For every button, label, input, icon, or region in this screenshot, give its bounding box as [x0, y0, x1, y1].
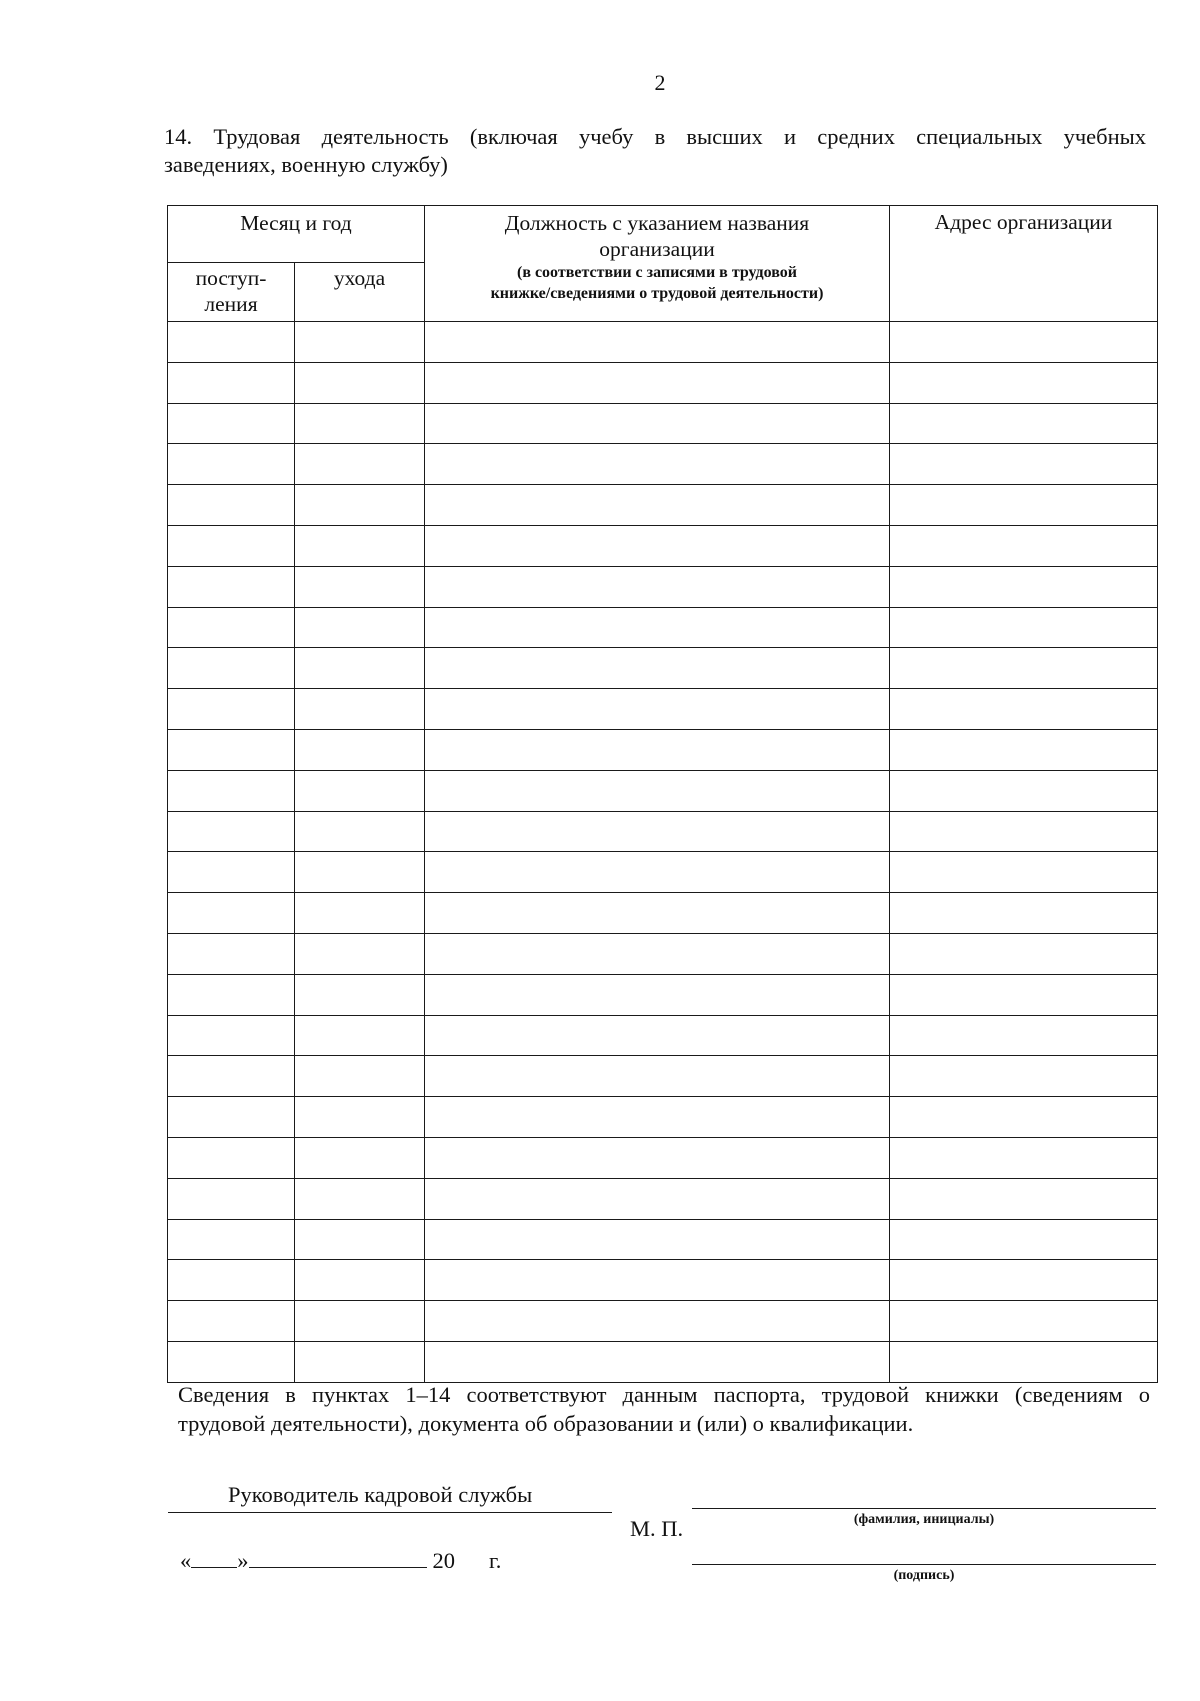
cell-start-date[interactable] [168, 525, 295, 566]
cell-end-date[interactable] [295, 1260, 425, 1301]
table-row [168, 1260, 1158, 1301]
cell-start-date[interactable] [168, 566, 295, 607]
cell-end-date[interactable] [295, 893, 425, 934]
cell-start-date[interactable] [168, 1219, 295, 1260]
cell-start-date[interactable] [168, 1341, 295, 1382]
table-row [168, 322, 1158, 363]
table-row [168, 485, 1158, 526]
table-row [168, 1056, 1158, 1097]
table-row [168, 648, 1158, 689]
cell-address[interactable] [890, 1097, 1158, 1138]
cell-start-date[interactable] [168, 1301, 295, 1342]
cell-start-date[interactable] [168, 1178, 295, 1219]
cell-position[interactable] [425, 566, 890, 607]
cell-position[interactable] [425, 1301, 890, 1342]
table-row [168, 607, 1158, 648]
cell-end-date[interactable] [295, 689, 425, 730]
cell-address[interactable] [890, 444, 1158, 485]
header-address: Адрес организации [890, 206, 1158, 322]
table-row [168, 525, 1158, 566]
cell-start-date[interactable] [168, 362, 295, 403]
cell-end-date[interactable] [295, 729, 425, 770]
cell-start-date[interactable] [168, 893, 295, 934]
cell-address[interactable] [890, 648, 1158, 689]
table-row [168, 1301, 1158, 1342]
signature-line [692, 1564, 1156, 1565]
table-row [168, 1137, 1158, 1178]
cell-end-date[interactable] [295, 1178, 425, 1219]
cell-position[interactable] [425, 933, 890, 974]
cell-end-date[interactable] [295, 648, 425, 689]
cell-end-date[interactable] [295, 566, 425, 607]
cell-start-date[interactable] [168, 485, 295, 526]
cell-address[interactable] [890, 1056, 1158, 1097]
table-row [168, 444, 1158, 485]
cell-position[interactable] [425, 322, 890, 363]
cell-start-date[interactable] [168, 444, 295, 485]
cell-start-date[interactable] [168, 729, 295, 770]
cell-end-date[interactable] [295, 1015, 425, 1056]
cell-start-date[interactable] [168, 648, 295, 689]
cell-end-date[interactable] [295, 1056, 425, 1097]
cell-address[interactable] [890, 893, 1158, 934]
cell-position[interactable] [425, 1219, 890, 1260]
table-row [168, 933, 1158, 974]
cell-end-date[interactable] [295, 322, 425, 363]
table-row [168, 1097, 1158, 1138]
header-position-line2: организации [599, 237, 715, 261]
table-row [168, 566, 1158, 607]
cell-start-date[interactable] [168, 933, 295, 974]
certification-note-line1: Сведения в пунктах 1–14 соответствуют данным паспорта, трудовой книжки (сведениям о [178, 1382, 1150, 1407]
cell-end-date[interactable] [295, 1219, 425, 1260]
page-number: 2 [654, 70, 666, 95]
cell-address[interactable] [890, 403, 1158, 444]
cell-position[interactable] [425, 811, 890, 852]
table-row [168, 729, 1158, 770]
cell-end-date[interactable] [295, 525, 425, 566]
cell-position[interactable] [425, 1137, 890, 1178]
cell-address[interactable] [890, 974, 1158, 1015]
cell-end-date[interactable] [295, 1341, 425, 1382]
cell-end-date[interactable] [295, 1137, 425, 1178]
cell-position[interactable] [425, 648, 890, 689]
cell-address[interactable] [890, 1137, 1158, 1178]
cell-end-date[interactable] [295, 974, 425, 1015]
cell-start-date[interactable] [168, 1260, 295, 1301]
cell-address[interactable] [890, 729, 1158, 770]
cell-address[interactable] [890, 770, 1158, 811]
cell-address[interactable] [890, 852, 1158, 893]
cell-end-date[interactable] [295, 1301, 425, 1342]
hr-head-line [168, 1512, 612, 1513]
cell-position[interactable] [425, 1097, 890, 1138]
cell-address[interactable] [890, 1260, 1158, 1301]
cell-position[interactable] [425, 974, 890, 1015]
cell-start-date[interactable] [168, 1137, 295, 1178]
cell-end-date[interactable] [295, 933, 425, 974]
cell-start-date[interactable] [168, 1015, 295, 1056]
header-end: ухода [295, 263, 425, 322]
header-position [425, 206, 890, 322]
header-month-year: Месяц и год [168, 206, 425, 263]
cell-start-date[interactable] [168, 607, 295, 648]
date-month-blank[interactable] [249, 1549, 427, 1568]
cell-address[interactable] [890, 1341, 1158, 1382]
cell-address[interactable] [890, 1178, 1158, 1219]
date-day-blank[interactable] [191, 1549, 237, 1568]
cell-address[interactable] [890, 566, 1158, 607]
table-row [168, 689, 1158, 730]
section-title [164, 123, 1146, 179]
cell-end-date[interactable] [295, 403, 425, 444]
table-row [168, 893, 1158, 934]
section-title-line2: заведениях, военную службу) [164, 152, 448, 177]
cell-start-date[interactable] [168, 1097, 295, 1138]
cell-position[interactable] [425, 1015, 890, 1056]
cell-address[interactable] [890, 362, 1158, 403]
cell-end-date[interactable] [295, 770, 425, 811]
cell-position[interactable] [425, 1178, 890, 1219]
cell-position[interactable] [425, 689, 890, 730]
name-caption: (фамилия, инициалы) [853, 1512, 995, 1527]
cell-position[interactable] [425, 403, 890, 444]
table-row [168, 1015, 1158, 1056]
table-row [168, 1341, 1158, 1382]
cell-start-date[interactable] [168, 852, 295, 893]
cell-address[interactable] [890, 525, 1158, 566]
cell-address[interactable] [890, 1219, 1158, 1260]
cell-end-date[interactable] [295, 362, 425, 403]
table-row [168, 1219, 1158, 1260]
table-row [168, 1178, 1158, 1219]
cell-start-date[interactable] [168, 811, 295, 852]
cell-position[interactable] [425, 1341, 890, 1382]
cell-end-date[interactable] [295, 852, 425, 893]
name-line [692, 1508, 1156, 1509]
header-start-text: поступ- ления [195, 266, 267, 316]
table-row [168, 974, 1158, 1015]
cell-position[interactable] [425, 362, 890, 403]
certification-note-line2: трудовой деятельности), документа об образовании и (или) о квалификации. [178, 1411, 914, 1436]
cell-start-date[interactable] [168, 974, 295, 1015]
cell-end-date[interactable] [295, 607, 425, 648]
cell-start-date[interactable] [168, 1056, 295, 1097]
stamp-place-label: М. П. [630, 1516, 684, 1541]
cell-position[interactable] [425, 444, 890, 485]
cell-address[interactable] [890, 1015, 1158, 1056]
cell-position[interactable] [425, 893, 890, 934]
cell-position[interactable] [425, 1260, 890, 1301]
table-row [168, 403, 1158, 444]
certification-note [178, 1380, 1150, 1438]
table-row [168, 811, 1158, 852]
table-row [168, 852, 1158, 893]
section-title-line1: 14. Трудовая деятельность (включая учебу в высших и средних специальных учебных [164, 124, 1146, 149]
header-position-line1: Должность с указанием названия [504, 211, 810, 235]
cell-start-date[interactable] [168, 403, 295, 444]
hr-head-label: Руководитель кадровой службы [228, 1482, 533, 1507]
signature-caption: (подпись) [893, 1568, 955, 1583]
table-body [168, 322, 1158, 1383]
cell-position[interactable] [425, 729, 890, 770]
cell-address[interactable] [890, 811, 1158, 852]
cell-position[interactable] [425, 1056, 890, 1097]
cell-address[interactable] [890, 322, 1158, 363]
header-position-note-line1: (в соответствии с записями в трудовой [516, 264, 797, 281]
cell-position[interactable] [425, 852, 890, 893]
table-header-row-1 [168, 206, 1158, 263]
cell-start-date[interactable] [168, 770, 295, 811]
cell-start-date[interactable] [168, 322, 295, 363]
cell-end-date[interactable] [295, 1097, 425, 1138]
cell-address[interactable] [890, 485, 1158, 526]
cell-position[interactable] [425, 607, 890, 648]
cell-address[interactable] [890, 607, 1158, 648]
header-start [168, 263, 295, 322]
work-history-table [167, 205, 1158, 1383]
table-row [168, 770, 1158, 811]
cell-position[interactable] [425, 770, 890, 811]
date-open-quote: « [180, 1548, 192, 1573]
cell-position[interactable] [425, 525, 890, 566]
date-year-prefix: 20 [432, 1548, 455, 1573]
date-close-quote: » [237, 1548, 249, 1573]
date-year-suffix: г. [489, 1548, 502, 1573]
cell-address[interactable] [890, 933, 1158, 974]
date-field [180, 1548, 501, 1574]
cell-address[interactable] [890, 1301, 1158, 1342]
table-row [168, 362, 1158, 403]
cell-position[interactable] [425, 485, 890, 526]
cell-start-date[interactable] [168, 689, 295, 730]
cell-end-date[interactable] [295, 811, 425, 852]
header-position-note-line2: книжке/сведениями о трудовой деятельности) [490, 285, 824, 302]
cell-address[interactable] [890, 689, 1158, 730]
cell-end-date[interactable] [295, 485, 425, 526]
cell-end-date[interactable] [295, 444, 425, 485]
